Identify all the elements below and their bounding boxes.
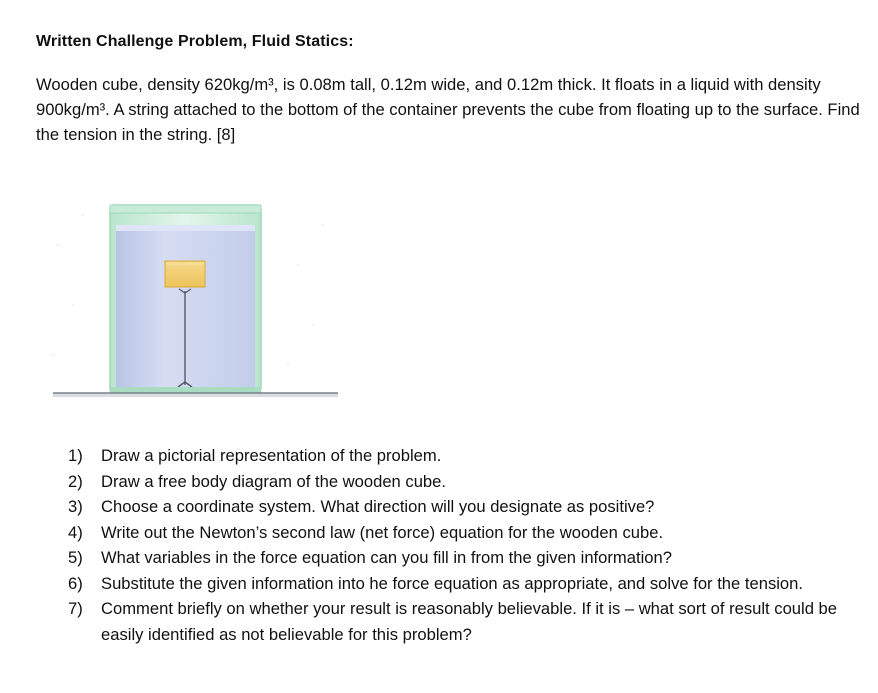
list-item-number: 7) bbox=[68, 599, 83, 618]
list-item-number: 1) bbox=[68, 446, 83, 465]
container-rim bbox=[110, 205, 261, 213]
list-item-number: 5) bbox=[68, 548, 83, 567]
list-item-text: What variables in the force equation can you fill in from the given information? bbox=[101, 548, 672, 567]
list-item-number: 2) bbox=[68, 471, 83, 491]
list-item-text: Choose a coordinate system. What direction will you designate as positive? bbox=[101, 497, 655, 516]
list-item-number: 4) bbox=[68, 522, 83, 542]
list-item-number: 3) bbox=[68, 497, 83, 516]
list-item-text: Draw a free body diagram of the wooden cube. bbox=[101, 471, 446, 491]
list-item bbox=[68, 545, 858, 571]
list-item-text: Write out the Newton’s second law (net force) equation for the wooden cube. bbox=[101, 522, 664, 542]
question-list bbox=[68, 443, 858, 647]
list-item bbox=[68, 571, 858, 597]
list-item-text: Comment briefly on whether your result is reasonably believable. If it is – what sort of result could be easily identified as not believable for this problem? bbox=[101, 599, 838, 644]
list-item-text: Substitute the given information into he force equation as appropriate, and solve for the tension. bbox=[101, 573, 803, 593]
problem-statement: Wooden cube, density 620kg/m³, is 0.08m tall, 0.12m wide, and 0.12m thick. It floats in a liquid with density 900kg/m³. A string attached to the bottom of the container prevents the cube from floating up to the surface. Find the tension in the string. [8] bbox=[36, 75, 860, 144]
liquid-surface bbox=[116, 225, 255, 231]
container-illustration bbox=[38, 185, 338, 417]
list-item-number: 6) bbox=[68, 573, 83, 593]
list-item bbox=[68, 494, 858, 520]
problem-title: Written Challenge Problem, Fluid Statics: bbox=[36, 33, 354, 50]
list-item bbox=[68, 596, 858, 647]
list-item bbox=[68, 443, 858, 469]
list-item bbox=[68, 520, 858, 546]
wooden-cube bbox=[165, 261, 205, 287]
list-item-text: Draw a pictorial representation of the problem. bbox=[101, 446, 442, 465]
container-base bbox=[110, 387, 261, 393]
list-item bbox=[68, 469, 858, 495]
